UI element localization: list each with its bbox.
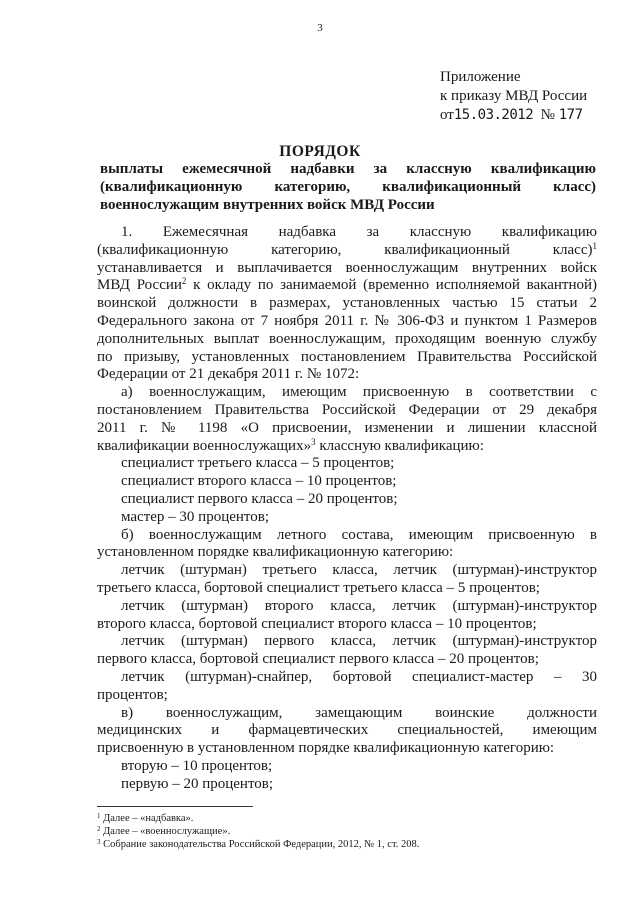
appendix-date: 15.03.2012 [453,107,534,123]
paragraph-1-line: дополнительных выплат военнослужащим, проходящим военную службу [97,330,597,347]
item-a-line [97,438,597,456]
paragraph-1-line: воинской должности в размерах, установленных частью 15 статьи 2 [97,295,597,312]
item-b-rate: процентов; [97,686,168,703]
appendix-number: 177 [558,107,583,123]
document-body [97,224,597,794]
paragraph-1-text: МВД России [97,277,182,294]
item-a-rate: специалист второго класса – 10 процентов; [121,473,397,490]
item-a-line: а) военнослужащим, имеющим присвоенную в соответствии с [121,384,597,401]
item-b-rate: третьего класса, бортовой специалист третьего класса – 5 процентов; [97,579,540,596]
footnote-text: Далее – «военнослужащие». [100,826,231,837]
item-c [97,705,597,794]
item-b-rate: летчик (штурман) третьего класса, летчик (штурман)-инструктор [121,562,597,579]
item-a-text: классную квалификацию: [315,437,484,454]
item-a-line: 2011 г. № 1198 «О присвоении, изменении и лишении классной [97,419,597,436]
document-subtitle [100,160,596,214]
footnote [97,825,419,838]
appendix-header [440,68,587,125]
item-b-rate: летчик (штурман) второго класса, летчик (штурман)-инструктор [121,597,597,614]
paragraph-1-line: Федерации от 21 декабря 2011 г. № 1072: [97,366,360,383]
footnote [97,812,419,825]
appendix-number-label: № [540,107,555,123]
item-b-rate: летчик (штурман)-снайпер, бортовой специалист-мастер – 30 [121,668,597,685]
footnote-marker: 2 [97,825,101,833]
footnote-marker: 1 [97,812,101,820]
paragraph-1-line [97,277,597,295]
paragraph-1-text: (квалификационную категорию, квалификационный класс) [97,241,593,258]
document-title: ПОРЯДОК [279,143,361,160]
subtitle-line-2: (квалификационную категорию, квалификационный класс) [100,179,596,195]
footnote-ref: 3 [311,436,316,447]
paragraph-1-line [97,242,597,260]
footnote-ref: 2 [181,276,187,287]
paragraph-1-line: по призыву, установленных постановлением Правительства Российской [97,348,597,365]
subtitle-line-3: военнослужащим внутренних войск МВД России [100,197,435,213]
item-c-rate: первую – 20 процентов; [121,775,274,792]
paragraph-1 [97,224,597,384]
item-b-rate: второго класса, бортовой специалист второго класса – 10 процентов; [97,615,537,632]
paragraph-1-line: 1. Ежемесячная надбавка за классную квалификацию [121,224,597,240]
item-b-rate: первого класса, бортовой специалист первого класса – 20 процентов; [97,651,539,668]
footnote [97,838,419,851]
item-b-rate: летчик (штурман) первого класса, летчик (штурман)-инструктор [121,633,597,650]
appendix-line-2: к приказу МВД России [440,88,588,104]
appendix-date-prefix: от [440,107,454,123]
footnote-marker: 3 [97,838,101,846]
footnote-divider [97,806,253,807]
item-a-line: постановлением Правительства Российской Федерации от 29 декабря [97,401,597,418]
item-c-line: в) военнослужащим, замещающим воинские должности [121,704,597,721]
item-c-line: присвоенную в установленном порядке квалификационную категорию: [97,740,555,757]
item-a-rate: специалист третьего класса – 5 процентов; [121,455,395,472]
footnote-text: Собрание законодательства Российской Федерации, 2012, № 1, ст. 208. [100,839,420,850]
item-b-line: установленном порядке квалификационную категорию: [97,544,454,561]
footnote-ref: 1 [592,240,597,251]
appendix-line-1: Приложение [440,69,521,85]
item-b-line: б) военнослужащим летного состава, имеющим присвоенную в [121,526,597,543]
item-c-rate: вторую – 10 процентов; [121,757,273,774]
paragraph-1-line: Федерального закона от 7 ноября 2011 г. № 306-ФЗ и пунктом 1 Размеров [97,312,597,329]
item-a-rate: специалист первого класса – 20 процентов; [121,490,398,507]
item-a [97,384,597,526]
appendix-line-3 [440,106,587,125]
item-a-rate: мастер – 30 процентов; [121,508,270,525]
paragraph-1-text: к окладу по занимаемой (временно исполняемой вакантной) [186,277,597,294]
footnotes [97,812,419,851]
item-b [97,527,597,705]
footnote-text: Далее – «надбавка». [100,813,194,824]
page-number: 3 [317,22,323,34]
subtitle-line-1: выплаты ежемесячной надбавки за классную квалификацию [100,161,596,177]
item-c-line: медицинских и фармацевтических специальностей, имеющим [97,722,597,739]
paragraph-1-line: устанавливается и выплачивается военнослужащим внутренних войск [97,259,597,276]
item-a-text: квалификации военнослужащих» [97,437,312,454]
